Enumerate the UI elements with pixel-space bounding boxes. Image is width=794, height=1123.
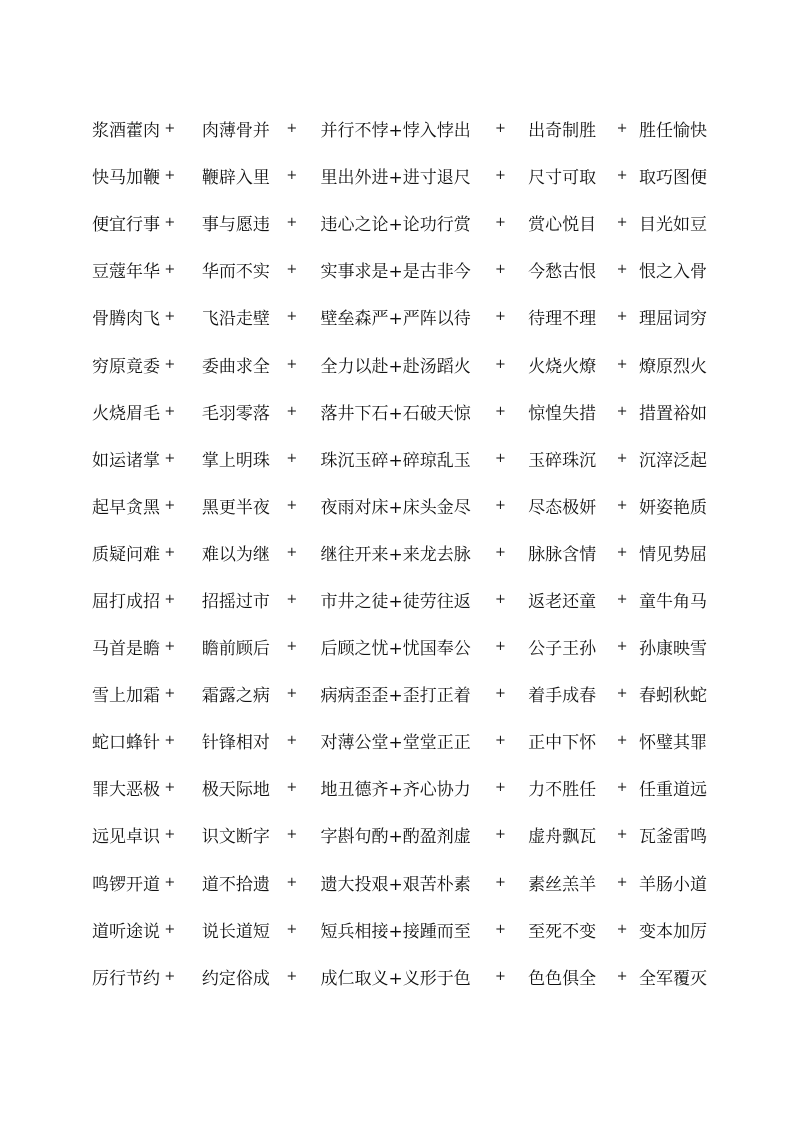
idiom-cell: 骨腾肉飞 [92, 309, 160, 330]
idiom-cell: 远见卓识 [92, 827, 160, 848]
idiom-cell: 胜任愉快 [639, 121, 707, 142]
idiom-cell: 屈打成招 [92, 591, 160, 612]
plus-separator: + [286, 827, 298, 843]
plus-separator: + [286, 968, 298, 984]
idiom-row [92, 199, 707, 246]
idiom-cell: 里出外进+进寸退尺 [320, 168, 471, 189]
idiom-row [92, 388, 707, 435]
idiom-cell: 成仁取义+义形于色 [320, 968, 471, 989]
idiom-cell: 短兵相接+接踵而至 [320, 921, 471, 942]
idiom-cell: 说长道短 [201, 921, 270, 942]
plus-separator: + [164, 497, 176, 513]
plus-separator: + [164, 733, 176, 749]
plus-separator: + [494, 686, 506, 702]
plus-separator: + [494, 733, 506, 749]
idiom-cell: 道不拾遗 [201, 874, 270, 895]
plus-separator: + [494, 450, 506, 466]
plus-separator: + [286, 450, 298, 466]
plus-separator: + [164, 639, 176, 655]
idiom-cell: 公子王孙 [528, 639, 597, 660]
idiom-cell: 约定俗成 [201, 968, 270, 989]
idiom-chain-list [92, 105, 707, 1000]
plus-separator: + [286, 262, 298, 278]
idiom-cell: 马首是瞻 [92, 639, 160, 660]
plus-separator: + [164, 921, 176, 937]
plus-separator: + [616, 921, 628, 937]
idiom-cell: 华而不实 [201, 262, 270, 283]
idiom-cell: 针锋相对 [201, 733, 270, 754]
idiom-row [92, 105, 707, 152]
idiom-cell: 瓦釜雷鸣 [639, 827, 707, 848]
plus-separator: + [286, 639, 298, 655]
idiom-row [92, 293, 707, 340]
idiom-row [92, 717, 707, 764]
plus-separator: + [494, 215, 506, 231]
idiom-cell: 至死不变 [528, 921, 597, 942]
plus-separator: + [164, 356, 176, 372]
idiom-cell: 罪大恶极 [92, 780, 160, 801]
plus-separator: + [286, 921, 298, 937]
plus-separator: + [494, 356, 506, 372]
plus-separator: + [286, 215, 298, 231]
plus-separator: + [494, 780, 506, 796]
idiom-row [92, 811, 707, 858]
idiom-cell: 蛇口蜂针 [92, 733, 160, 754]
plus-separator: + [164, 450, 176, 466]
plus-separator: + [494, 874, 506, 890]
idiom-cell: 快马加鞭 [92, 168, 160, 189]
plus-separator: + [164, 591, 176, 607]
idiom-cell: 飞沿走壁 [201, 309, 270, 330]
plus-separator: + [616, 780, 628, 796]
idiom-cell: 出奇制胜 [528, 121, 597, 142]
idiom-cell: 全力以赴+赴汤蹈火 [320, 356, 471, 377]
plus-separator: + [494, 968, 506, 984]
plus-separator: + [286, 497, 298, 513]
idiom-cell: 豆蔻年华 [92, 262, 160, 283]
idiom-cell: 脉脉含情 [528, 544, 597, 565]
plus-separator: + [616, 450, 628, 466]
idiom-cell: 毛羽零落 [201, 403, 270, 424]
idiom-cell: 火烧眉毛 [92, 403, 160, 424]
idiom-cell: 道听途说 [92, 921, 160, 942]
idiom-cell: 地丑德齐+齐心协力 [320, 780, 471, 801]
plus-separator: + [616, 309, 628, 325]
idiom-row [92, 859, 707, 906]
idiom-row [92, 764, 707, 811]
plus-separator: + [286, 403, 298, 419]
plus-separator: + [164, 309, 176, 325]
idiom-cell: 惊惶失措 [528, 403, 597, 424]
idiom-cell: 落井下石+石破天惊 [320, 403, 471, 424]
idiom-row [92, 246, 707, 293]
idiom-cell: 穷原竟委 [92, 356, 160, 377]
plus-separator: + [286, 356, 298, 372]
plus-separator: + [494, 168, 506, 184]
plus-separator: + [616, 356, 628, 372]
plus-separator: + [616, 497, 628, 513]
idiom-row [92, 152, 707, 199]
idiom-cell: 力不胜任 [528, 780, 597, 801]
plus-separator: + [616, 215, 628, 231]
idiom-row [92, 906, 707, 953]
idiom-cell: 雪上加霜 [92, 686, 160, 707]
plus-separator: + [494, 309, 506, 325]
plus-separator: + [286, 309, 298, 325]
plus-separator: + [494, 591, 506, 607]
plus-separator: + [164, 780, 176, 796]
idiom-cell: 童牛角马 [639, 591, 707, 612]
idiom-cell: 取巧图便 [639, 168, 707, 189]
idiom-cell: 遗大投艰+艰苦朴素 [320, 874, 471, 895]
idiom-cell: 识文断字 [201, 827, 270, 848]
idiom-cell: 违心之论+论功行赏 [320, 215, 471, 236]
plus-separator: + [164, 168, 176, 184]
idiom-cell: 虚舟飘瓦 [528, 827, 597, 848]
idiom-cell: 待理不理 [528, 309, 597, 330]
idiom-cell: 情见势屈 [639, 544, 707, 565]
plus-separator: + [286, 168, 298, 184]
plus-separator: + [286, 544, 298, 560]
idiom-cell: 招摇过市 [201, 591, 270, 612]
idiom-cell: 着手成春 [528, 686, 597, 707]
idiom-row [92, 670, 707, 717]
idiom-cell: 字斟句酌+酌盈剂虚 [320, 827, 471, 848]
plus-separator: + [164, 403, 176, 419]
idiom-cell: 羊肠小道 [639, 874, 707, 895]
idiom-row [92, 576, 707, 623]
plus-separator: + [494, 403, 506, 419]
plus-separator: + [164, 544, 176, 560]
idiom-cell: 尽态极妍 [528, 497, 597, 518]
plus-separator: + [164, 874, 176, 890]
idiom-cell: 继往开来+来龙去脉 [320, 544, 471, 565]
idiom-cell: 壁垒森严+严阵以待 [320, 309, 471, 330]
idiom-cell: 孙康映雪 [639, 639, 707, 660]
plus-separator: + [164, 968, 176, 984]
plus-separator: + [286, 686, 298, 702]
idiom-cell: 黑更半夜 [201, 497, 270, 518]
idiom-cell: 珠沉玉碎+碎琼乱玉 [320, 450, 471, 471]
plus-separator: + [494, 262, 506, 278]
idiom-cell: 并行不悖+悖入悖出 [320, 121, 471, 142]
plus-separator: + [494, 639, 506, 655]
plus-separator: + [286, 121, 298, 137]
idiom-cell: 春蚓秋蛇 [639, 686, 707, 707]
idiom-cell: 掌上明珠 [201, 450, 270, 471]
plus-separator: + [286, 591, 298, 607]
plus-separator: + [616, 121, 628, 137]
idiom-cell: 措置裕如 [639, 403, 707, 424]
idiom-cell: 妍姿艳质 [639, 497, 707, 518]
idiom-row [92, 623, 707, 670]
plus-separator: + [616, 544, 628, 560]
plus-separator: + [494, 827, 506, 843]
idiom-cell: 厉行节约 [92, 968, 160, 989]
idiom-cell: 任重道远 [639, 780, 707, 801]
idiom-cell: 恨之入骨 [639, 262, 707, 283]
idiom-cell: 沉滓泛起 [639, 450, 707, 471]
idiom-cell: 事与愿违 [201, 215, 270, 236]
idiom-cell: 变本加厉 [639, 921, 707, 942]
idiom-row [92, 482, 707, 529]
plus-separator: + [616, 874, 628, 890]
plus-separator: + [616, 639, 628, 655]
plus-separator: + [494, 121, 506, 137]
idiom-cell: 委曲求全 [201, 356, 270, 377]
idiom-cell: 目光如豆 [639, 215, 707, 236]
idiom-cell: 怀璧其罪 [639, 733, 707, 754]
idiom-cell: 实事求是+是古非今 [320, 262, 471, 283]
plus-separator: + [164, 215, 176, 231]
idiom-cell: 质疑问难 [92, 544, 160, 565]
idiom-cell: 燎原烈火 [639, 356, 707, 377]
plus-separator: + [494, 544, 506, 560]
idiom-cell: 病病歪歪+歪打正着 [320, 686, 471, 707]
plus-separator: + [286, 733, 298, 749]
plus-separator: + [164, 121, 176, 137]
idiom-cell: 瞻前顾后 [201, 639, 270, 660]
idiom-cell: 浆酒藿肉 [92, 121, 160, 142]
idiom-cell: 返老还童 [528, 591, 597, 612]
idiom-row [92, 529, 707, 576]
plus-separator: + [616, 686, 628, 702]
idiom-cell: 夜雨对床+床头金尽 [320, 497, 471, 518]
plus-separator: + [616, 591, 628, 607]
plus-separator: + [616, 168, 628, 184]
idiom-cell: 素丝羔羊 [528, 874, 597, 895]
plus-separator: + [616, 403, 628, 419]
idiom-cell: 全军覆灭 [639, 968, 707, 989]
idiom-cell: 如运诸掌 [92, 450, 160, 471]
idiom-cell: 玉碎珠沉 [528, 450, 597, 471]
idiom-cell: 便宜行事 [92, 215, 160, 236]
idiom-cell: 今愁古恨 [528, 262, 597, 283]
idiom-cell: 尺寸可取 [528, 168, 597, 189]
plus-separator: + [494, 921, 506, 937]
plus-separator: + [616, 827, 628, 843]
plus-separator: + [616, 733, 628, 749]
idiom-cell: 鸣锣开道 [92, 874, 160, 895]
plus-separator: + [616, 968, 628, 984]
idiom-cell: 难以为继 [201, 544, 270, 565]
idiom-cell: 肉薄骨并 [201, 121, 270, 142]
idiom-row [92, 340, 707, 387]
plus-separator: + [164, 262, 176, 278]
idiom-cell: 理屈词穷 [639, 309, 707, 330]
idiom-cell: 色色俱全 [528, 968, 597, 989]
plus-separator: + [494, 497, 506, 513]
idiom-cell: 赏心悦目 [528, 215, 597, 236]
idiom-cell: 极天际地 [201, 780, 270, 801]
idiom-row [92, 435, 707, 482]
plus-separator: + [164, 686, 176, 702]
idiom-cell: 鞭辟入里 [201, 168, 270, 189]
idiom-cell: 市井之徒+徒劳往返 [320, 591, 471, 612]
idiom-cell: 后顾之忧+忧国奉公 [320, 639, 471, 660]
idiom-cell: 火烧火燎 [528, 356, 597, 377]
idiom-row [92, 953, 707, 1000]
plus-separator: + [616, 262, 628, 278]
idiom-cell: 起早贪黑 [92, 497, 160, 518]
plus-separator: + [286, 874, 298, 890]
idiom-cell: 霜露之病 [201, 686, 270, 707]
plus-separator: + [286, 780, 298, 796]
plus-separator: + [164, 827, 176, 843]
idiom-cell: 正中下怀 [528, 733, 597, 754]
idiom-cell: 对薄公堂+堂堂正正 [320, 733, 471, 754]
